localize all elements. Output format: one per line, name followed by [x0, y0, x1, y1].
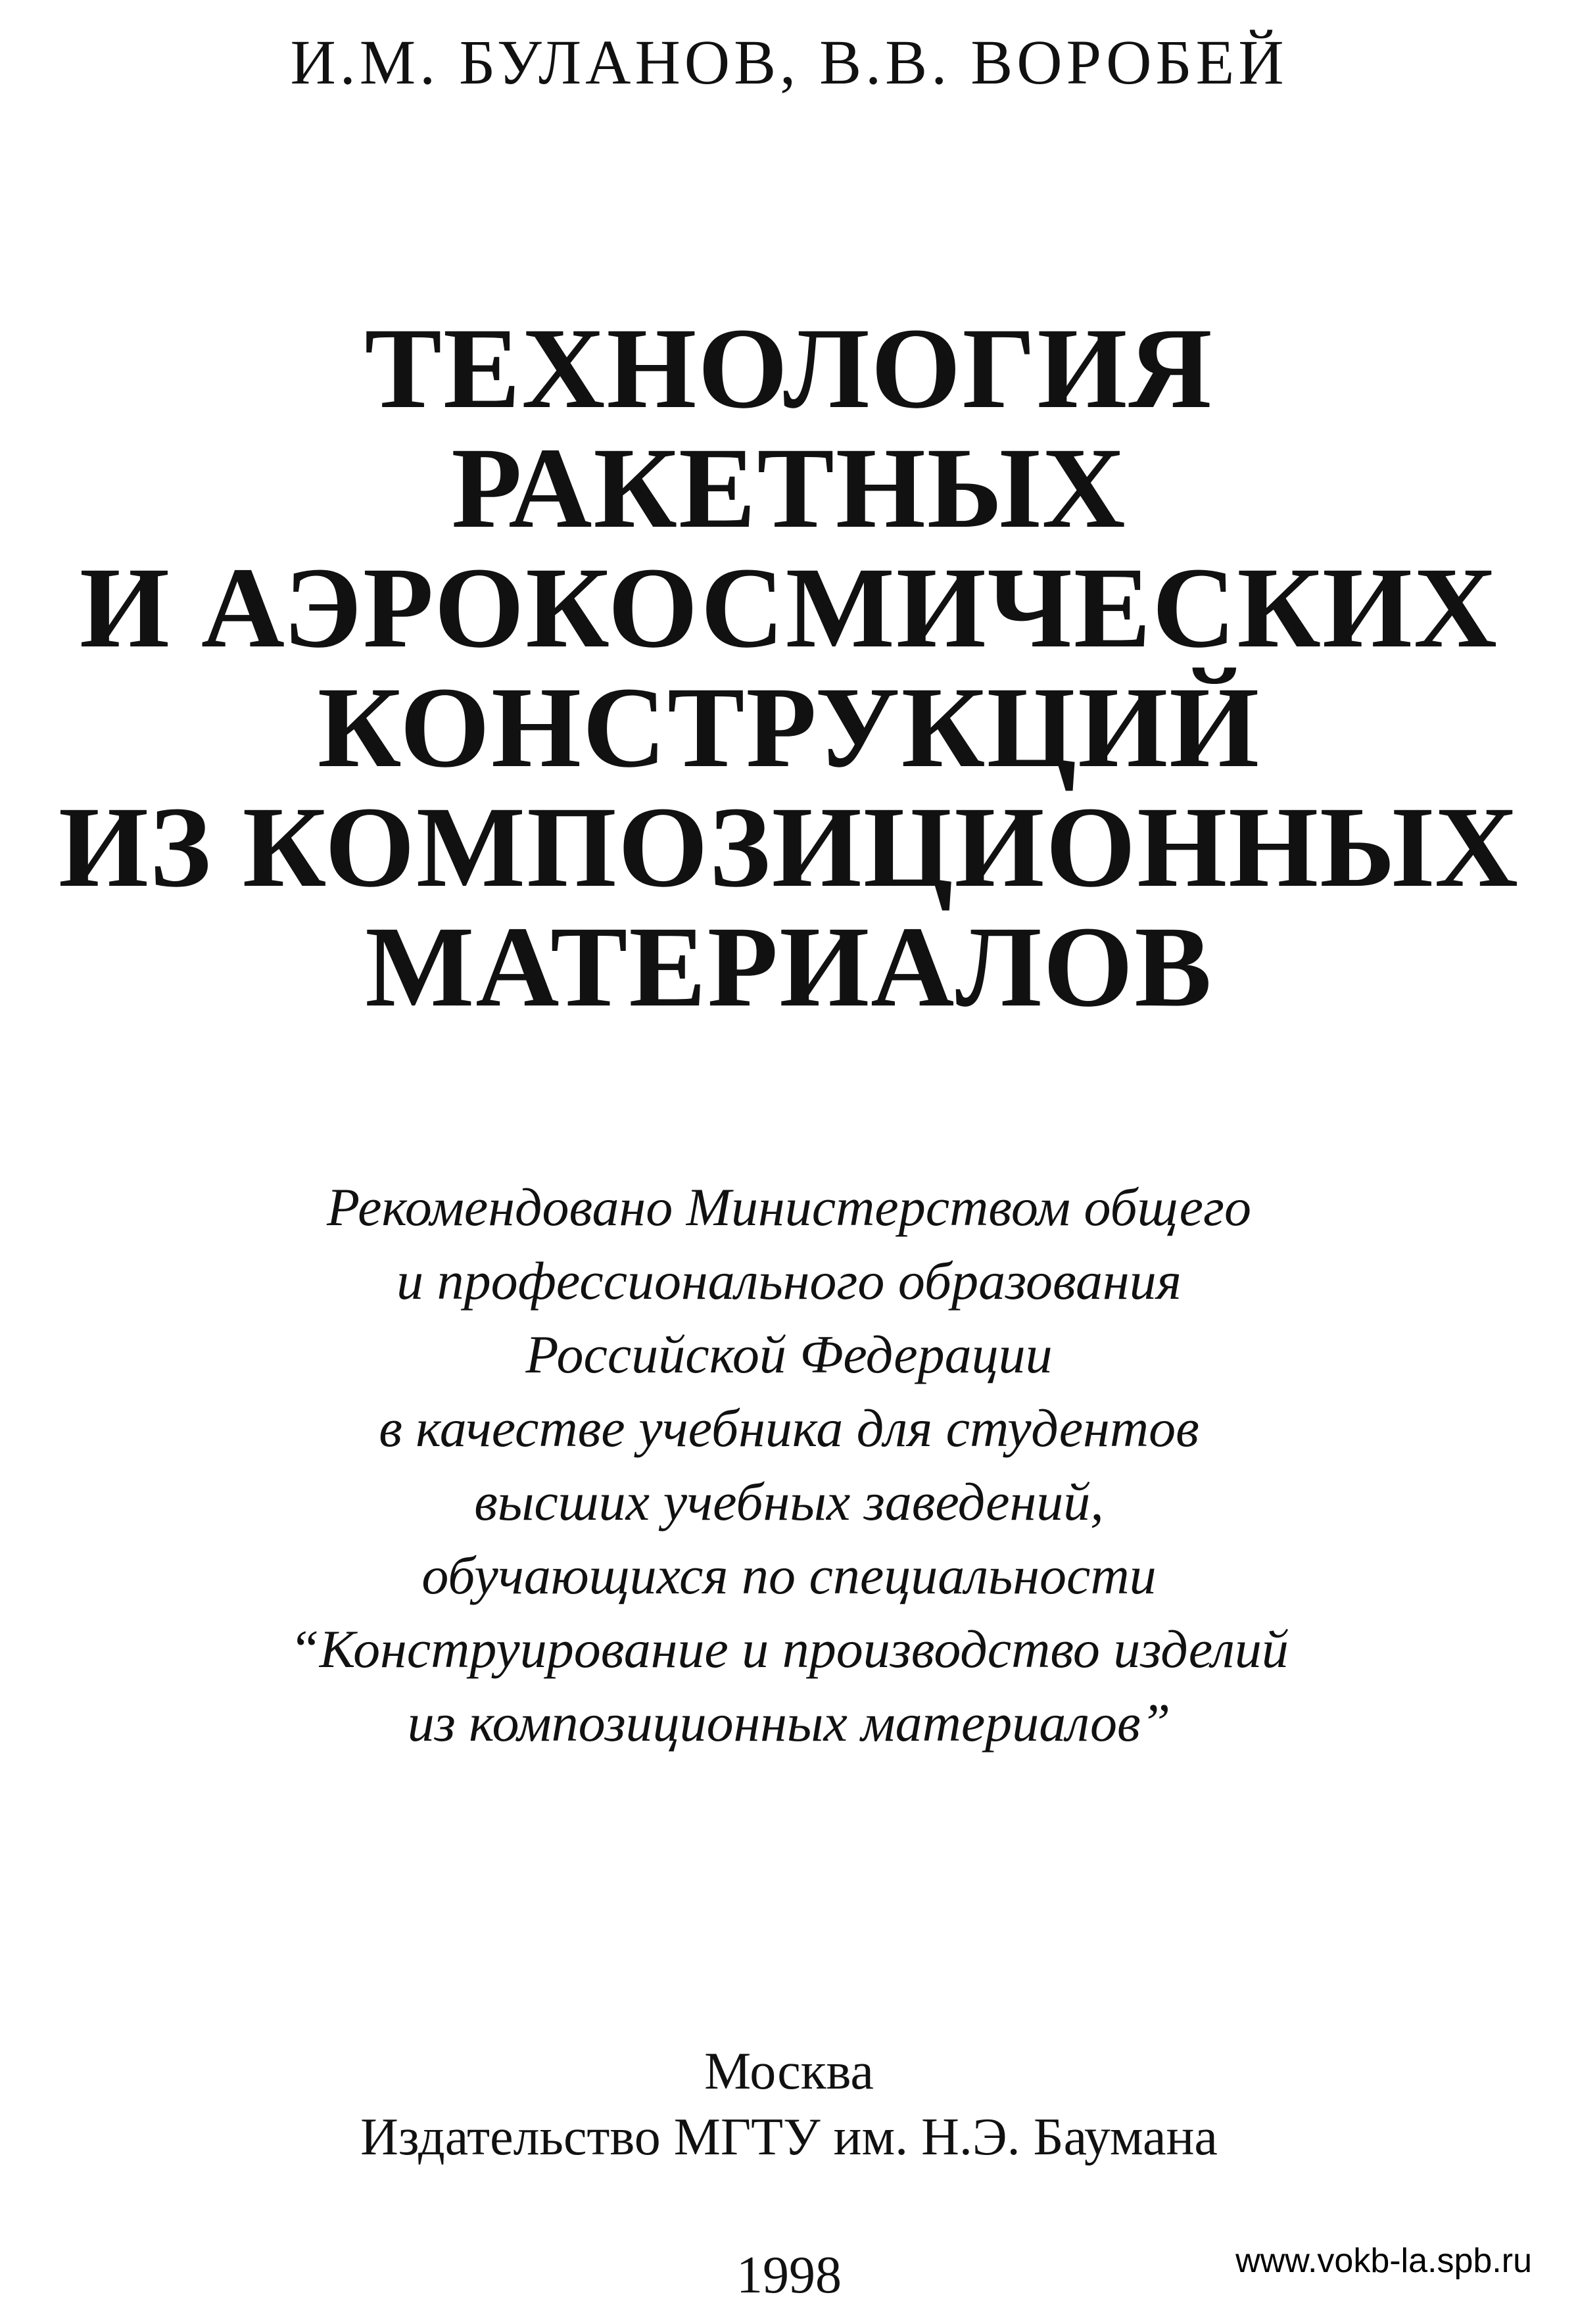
recommendation-text — [0, 1171, 1578, 1760]
book-title-line: ИЗ КОМПОЗИЦИОННЫХ — [58, 783, 1520, 911]
recommendation-line: и профессионального образования — [396, 1251, 1182, 1311]
book-title-line: МАТЕРИАЛОВ — [365, 903, 1213, 1031]
recommendation-line: в качестве учебника для студентов — [379, 1398, 1199, 1458]
book-title — [0, 304, 1578, 1031]
book-title-line: ТЕХНОЛОГИЯ — [364, 304, 1214, 433]
imprint-publisher: Издательство МГТУ им. Н.Э. Баумана — [360, 2108, 1218, 2166]
recommendation-line: высших учебных заведений, — [474, 1472, 1104, 1532]
authors: И.М. БУЛАНОВ, В.В. ВОРОБЕЙ — [290, 27, 1288, 97]
book-title-line: И АЭРОКОСМИЧЕСКИХ — [79, 544, 1499, 672]
imprint-year: 1998 — [736, 2246, 842, 2304]
recommendation-line: Российской Федерации — [525, 1324, 1053, 1384]
recommendation-line: из композиционных материалов” — [407, 1693, 1171, 1753]
recommendation-line: “Конструирование и производство изделий — [289, 1619, 1289, 1679]
imprint-city: Москва — [704, 2043, 874, 2100]
recommendation-line: Рекомендовано Министерством общего — [326, 1177, 1252, 1237]
watermark-url: www.vokb-la.spb.ru — [1235, 2242, 1532, 2280]
book-title-line: КОНСТРУКЦИЙ — [317, 664, 1261, 792]
recommendation-line: обучающихся по специальности — [421, 1545, 1157, 1605]
book-title-line: РАКЕТНЫХ — [451, 424, 1127, 552]
